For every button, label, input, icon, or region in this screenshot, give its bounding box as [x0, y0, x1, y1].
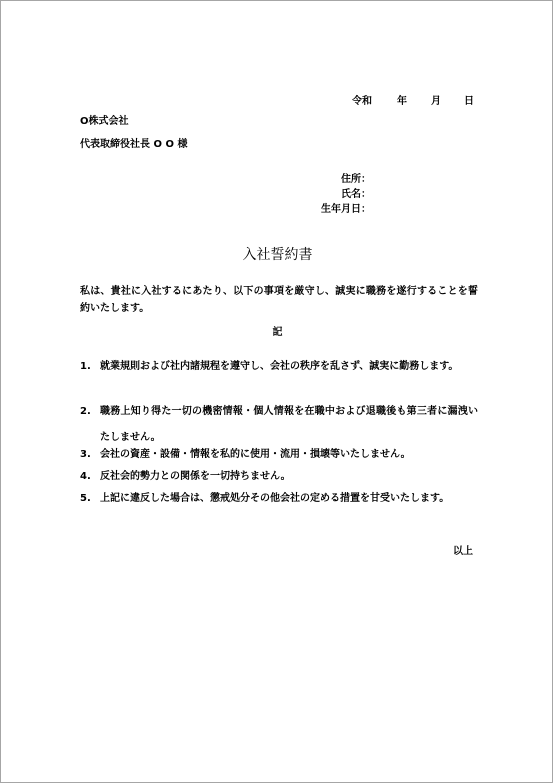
item-number: 4.: [80, 471, 91, 482]
closing-text: 以上: [453, 546, 473, 557]
list-item: [80, 464, 478, 486]
address-label: 住所：: [341, 174, 371, 185]
item-number: 5.: [80, 493, 91, 504]
item-number: 2.: [80, 406, 91, 417]
item-text: 反社会的勢力との関係を一切持ちません。: [100, 471, 291, 482]
name-label: 氏名：: [341, 189, 371, 200]
list-item: [80, 486, 478, 530]
list-item: [80, 354, 478, 398]
date-era: 令和: [352, 96, 372, 107]
item-text: 就業規則および社内諸規程を遵守し、会社の秩序を乱さず、誠実に勤務します。: [100, 361, 459, 372]
item-text: 上記に違反した場合は、懲戒処分その他会社の定める措置を甘受いたします。: [100, 493, 450, 504]
intro-paragraph: 私は、貴社に入社するにあたり、以下の事項を厳守し、誠実に職務を遂行することを誓約いたします。: [80, 286, 478, 314]
list-item: [80, 399, 478, 443]
item-text: 職務上知り得た一切の機密情報・個人情報を在職中および退職後も第三者に漏洩いたしません。: [100, 406, 478, 443]
item-number: 3.: [80, 449, 91, 460]
document-title: 入社誓約書: [242, 247, 313, 263]
item-number: 1.: [80, 361, 91, 372]
date-month-unit: 月: [431, 96, 441, 107]
addressee-person: 代表取締役社長 O O 様: [80, 139, 188, 150]
date-year-unit: 年: [397, 96, 407, 107]
dob-label: 生年月日：: [321, 204, 371, 215]
list-item: [80, 442, 478, 464]
addressee-company: O株式会社: [80, 116, 129, 127]
date-day-unit: 日: [464, 96, 474, 107]
item-text: 会社の資産・設備・情報を私的に使用・流用・損壊等いたしません。: [100, 449, 411, 460]
ki-heading: 記: [272, 327, 283, 338]
